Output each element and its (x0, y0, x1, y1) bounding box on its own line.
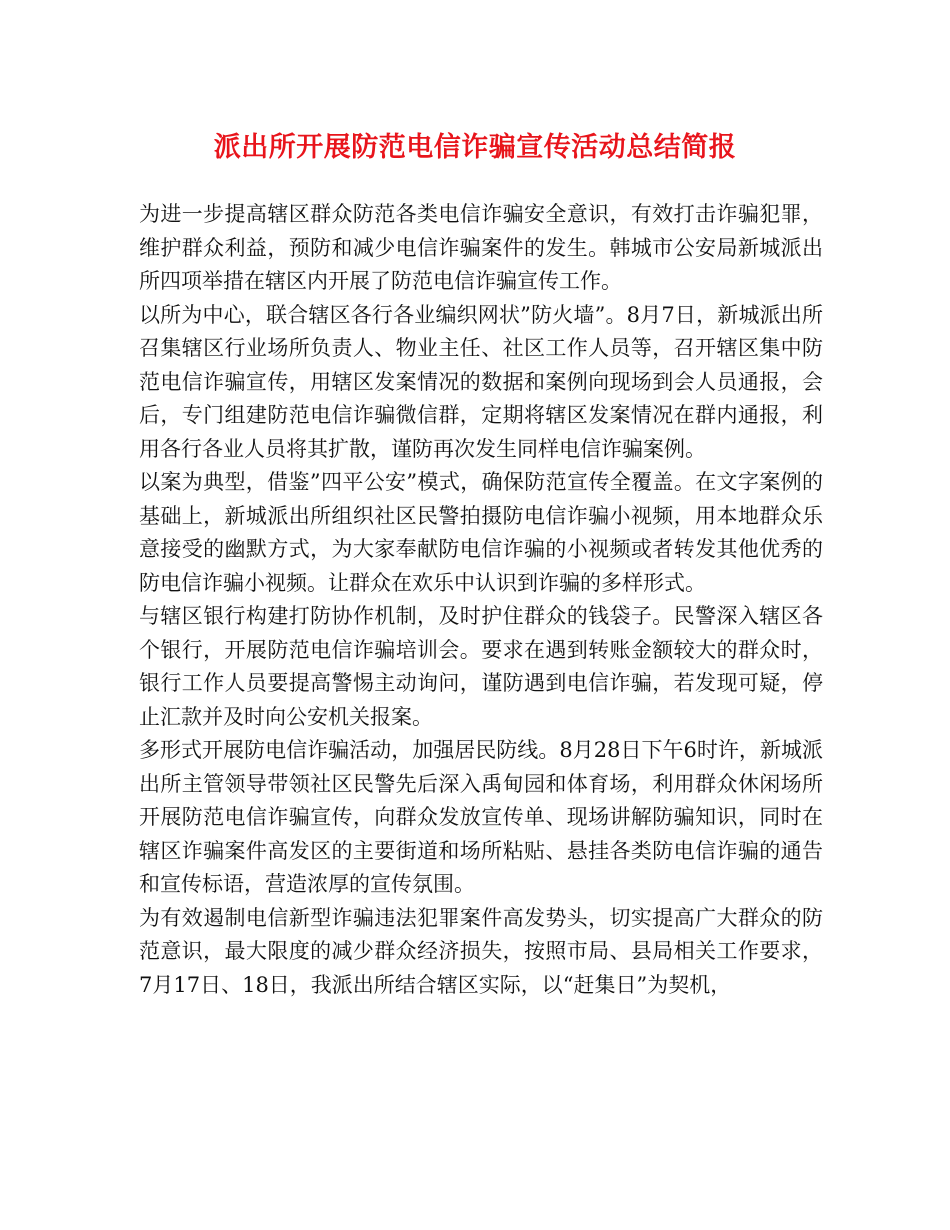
paragraph-intro: 为进一步提高辖区群众防范各类电信诈骗安全意识，有效打击诈骗犯罪，维护群众利益，预防和减少电信诈骗案件的发生。韩城市公安局新城派出所四项举措在辖区内开展了防范电信诈骗宣传工作。 (139, 202, 823, 293)
document-body (139, 198, 823, 1002)
paragraph-bank-cooperation: 与辖区银行构建打防协作机制，及时护住群众的钱袋子。民警深入辖区各个银行，开展防范电信诈骗培训会。要求在遇到转账金额较大的群众时，银行工作人员要提高警惕主动询问，谨防遇到电信诈骗，若发现可疑，停止汇款并及时向公安机关报案。 (139, 604, 823, 729)
document-title: 派出所开展防范电信诈骗宣传活动总结简报 (213, 132, 737, 163)
paragraph-typical-cases: 以案为典型，借鉴”四平公安”模式，确保防范宣传全覆盖。在文字案例的基础上，新城派出所组织社区民警拍摄防电信诈骗小视频，用本地群众乐意接受的幽默方式，为大家奉献防电信诈骗的小视频或者转发其他优秀的防电信诈骗小视频。让群众在欢乐中认识到诈骗的多样形式。 (139, 470, 823, 595)
paragraph-firewall: 以所为中心，联合辖区各行各业编织网状”防火墙”。8月7日，新城派出所召集辖区行业场所负责人、物业主任、社区工作人员等，召开辖区集中防范电信诈骗宣传，用辖区发案情况的数据和案例向现场到会人员通报，会后，专门组建防范电信诈骗微信群，定期将辖区发案情况在群内通报，利用各行各业人员将其扩散，谨防再次发生同样电信诈骗案例。 (139, 302, 823, 461)
paragraph-activities: 多形式开展防电信诈骗活动，加强居民防线。8月28日下午6时许，新城派出所主管领导带领社区民警先后深入禹甸园和体育场，利用群众休闲场所开展防范电信诈骗宣传，向群众发放宣传单、现场讲解防骗知识，同时在辖区诈骗案件高发区的主要街道和场所粘贴、悬挂各类防电信诈骗的通告和宣传标语，营造浓厚的宣传氛围。 (139, 738, 823, 896)
paragraph-market-day: 为有效遏制电信新型诈骗违法犯罪案件高发势头，切实提高广大群众的防范意识，最大限度的减少群众经济损失，按照市局、县局相关工作要求，7月17日、18日，我派出所结合辖区实际，以“赶集日”为契机， (139, 905, 823, 997)
